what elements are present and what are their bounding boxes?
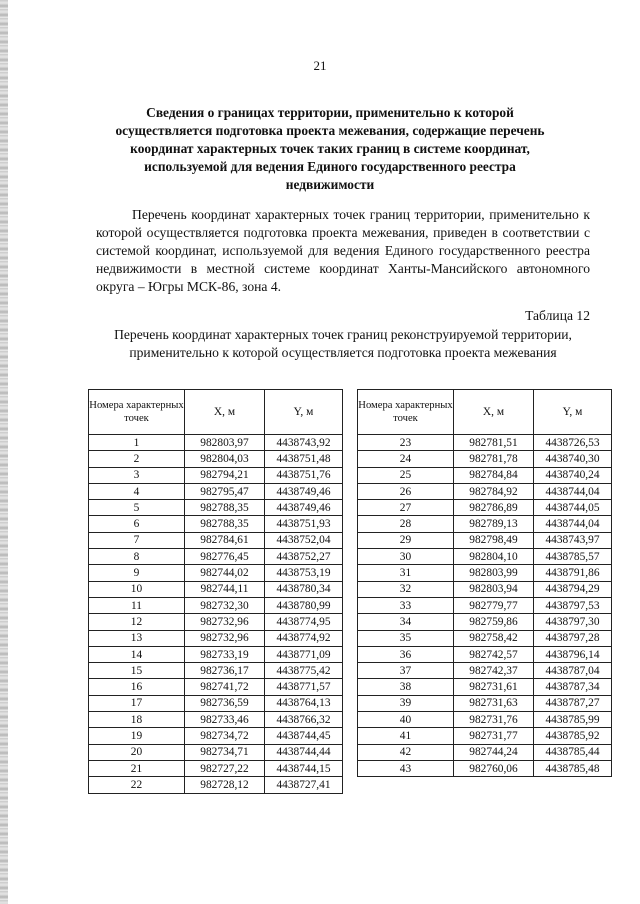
cell-point-number: 40 xyxy=(358,712,454,728)
cell-y: 4438744,44 xyxy=(265,744,343,760)
table-row xyxy=(358,483,612,499)
cell-y: 4438751,48 xyxy=(265,451,343,467)
cell-y: 4438749,46 xyxy=(265,500,343,516)
cell-y: 4438785,44 xyxy=(534,744,612,760)
cell-point-number: 19 xyxy=(89,728,185,744)
table-row xyxy=(89,516,343,532)
cell-x: 982776,45 xyxy=(185,549,265,565)
cell-x: 982732,96 xyxy=(185,614,265,630)
cell-y: 4438794,29 xyxy=(534,581,612,597)
table-row xyxy=(89,630,343,646)
cell-point-number: 36 xyxy=(358,646,454,662)
cell-point-number: 7 xyxy=(89,532,185,548)
table-row xyxy=(89,500,343,516)
table-row xyxy=(89,483,343,499)
cell-point-number: 29 xyxy=(358,532,454,548)
cell-y: 4438751,76 xyxy=(265,467,343,483)
cell-point-number: 39 xyxy=(358,695,454,711)
cell-point-number: 17 xyxy=(89,695,185,711)
table-row xyxy=(358,712,612,728)
cell-x: 982742,57 xyxy=(454,646,534,662)
cell-point-number: 41 xyxy=(358,728,454,744)
cell-x: 982794,21 xyxy=(185,467,265,483)
cell-x: 982742,37 xyxy=(454,663,534,679)
table-row xyxy=(358,679,612,695)
cell-x: 982741,72 xyxy=(185,679,265,695)
table-row xyxy=(89,549,343,565)
table-row xyxy=(358,500,612,516)
cell-point-number: 4 xyxy=(89,483,185,499)
cell-y: 4438785,57 xyxy=(534,549,612,565)
table-caption: Перечень координат характерных точек границ реконструируемой территории, применительно к которой осуществляется подготовка проекта межевания xyxy=(114,327,572,360)
header-x: X, м xyxy=(185,390,265,435)
cell-x: 982804,03 xyxy=(185,451,265,467)
cell-point-number: 31 xyxy=(358,565,454,581)
table-row xyxy=(358,581,612,597)
cell-y: 4438744,04 xyxy=(534,516,612,532)
cell-y: 4438751,93 xyxy=(265,516,343,532)
cell-x: 982732,96 xyxy=(185,630,265,646)
table-row xyxy=(89,565,343,581)
table-row xyxy=(358,744,612,760)
cell-x: 982744,24 xyxy=(454,744,534,760)
table-row xyxy=(358,728,612,744)
cell-y: 4438744,05 xyxy=(534,500,612,516)
table-row xyxy=(358,614,612,630)
table-row xyxy=(89,614,343,630)
cell-x: 982736,17 xyxy=(185,663,265,679)
cell-x: 982804,10 xyxy=(454,549,534,565)
table-row xyxy=(358,532,612,548)
cell-x: 982731,77 xyxy=(454,728,534,744)
table-row xyxy=(89,760,343,776)
cell-x: 982727,22 xyxy=(185,760,265,776)
cell-point-number: 25 xyxy=(358,467,454,483)
cell-point-number: 1 xyxy=(89,435,185,451)
cell-x: 982732,30 xyxy=(185,597,265,613)
cell-y: 4438775,42 xyxy=(265,663,343,679)
cell-y: 4438753,19 xyxy=(265,565,343,581)
cell-x: 982803,94 xyxy=(454,581,534,597)
table-row xyxy=(89,467,343,483)
cell-point-number: 34 xyxy=(358,614,454,630)
cell-point-number: 21 xyxy=(89,760,185,776)
cell-y: 4438797,53 xyxy=(534,597,612,613)
cell-point-number: 18 xyxy=(89,712,185,728)
cell-point-number: 28 xyxy=(358,516,454,532)
cell-x: 982789,13 xyxy=(454,516,534,532)
table-row xyxy=(89,679,343,695)
table-row xyxy=(89,663,343,679)
cell-x: 982803,99 xyxy=(454,565,534,581)
page-number: 21 xyxy=(313,58,327,73)
header-x: X, м xyxy=(454,390,534,435)
cell-y: 4438743,92 xyxy=(265,435,343,451)
table-header-row xyxy=(358,390,612,435)
table-row xyxy=(89,581,343,597)
coordinates-table-right xyxy=(357,389,612,777)
cell-x: 982781,78 xyxy=(454,451,534,467)
table-row xyxy=(358,451,612,467)
table-row xyxy=(358,695,612,711)
cell-y: 4438796,14 xyxy=(534,646,612,662)
cell-point-number: 11 xyxy=(89,597,185,613)
table-row xyxy=(358,549,612,565)
cell-x: 982731,76 xyxy=(454,712,534,728)
table-row xyxy=(89,597,343,613)
cell-x: 982760,06 xyxy=(454,760,534,776)
cell-point-number: 16 xyxy=(89,679,185,695)
cell-y: 4438766,32 xyxy=(265,712,343,728)
header-y: Y, м xyxy=(534,390,612,435)
cell-y: 4438797,30 xyxy=(534,614,612,630)
cell-x: 982734,71 xyxy=(185,744,265,760)
cell-y: 4438752,04 xyxy=(265,532,343,548)
cell-x: 982784,61 xyxy=(185,532,265,548)
cell-x: 982733,46 xyxy=(185,712,265,728)
cell-y: 4438791,86 xyxy=(534,565,612,581)
table-row xyxy=(89,744,343,760)
cell-y: 4438797,28 xyxy=(534,630,612,646)
cell-x: 982803,97 xyxy=(185,435,265,451)
cell-point-number: 14 xyxy=(89,646,185,662)
cell-point-number: 20 xyxy=(89,744,185,760)
cell-x: 982731,63 xyxy=(454,695,534,711)
cell-point-number: 26 xyxy=(358,483,454,499)
cell-y: 4438727,41 xyxy=(265,777,343,793)
cell-x: 982744,02 xyxy=(185,565,265,581)
document-title: Сведения о границах территории, применительно к которой осуществляется подготовка проекта межевания, содержащие перечень координат характерных точек таких границ в системе координат, используемой для ведения Единого государственного реестра недвижимости xyxy=(115,105,545,192)
table-row xyxy=(89,712,343,728)
table-row xyxy=(358,646,612,662)
cell-point-number: 9 xyxy=(89,565,185,581)
cell-point-number: 24 xyxy=(358,451,454,467)
header-y: Y, м xyxy=(265,390,343,435)
header-point-number: Номера характерных точек xyxy=(358,390,454,435)
cell-point-number: 30 xyxy=(358,549,454,565)
table-row xyxy=(89,728,343,744)
cell-y: 4438787,34 xyxy=(534,679,612,695)
cell-y: 4438771,09 xyxy=(265,646,343,662)
cell-point-number: 15 xyxy=(89,663,185,679)
cell-x: 982788,35 xyxy=(185,516,265,532)
cell-point-number: 8 xyxy=(89,549,185,565)
cell-y: 4438740,24 xyxy=(534,467,612,483)
table-number: Таблица 12 xyxy=(525,308,590,323)
cell-y: 4438787,04 xyxy=(534,663,612,679)
cell-x: 982784,92 xyxy=(454,483,534,499)
cell-point-number: 43 xyxy=(358,760,454,776)
cell-point-number: 13 xyxy=(89,630,185,646)
cell-x: 982784,84 xyxy=(454,467,534,483)
cell-y: 4438785,48 xyxy=(534,760,612,776)
table-row xyxy=(89,695,343,711)
cell-y: 4438774,95 xyxy=(265,614,343,630)
cell-x: 982736,59 xyxy=(185,695,265,711)
cell-x: 982728,12 xyxy=(185,777,265,793)
table-row xyxy=(89,435,343,451)
cell-point-number: 6 xyxy=(89,516,185,532)
cell-y: 4438787,27 xyxy=(534,695,612,711)
cell-x: 982786,89 xyxy=(454,500,534,516)
header-point-number: Номера характерных точек xyxy=(89,390,185,435)
cell-x: 982734,72 xyxy=(185,728,265,744)
cell-y: 4438785,99 xyxy=(534,712,612,728)
cell-y: 4438752,27 xyxy=(265,549,343,565)
cell-y: 4438726,53 xyxy=(534,435,612,451)
cell-y: 4438744,15 xyxy=(265,760,343,776)
cell-x: 982758,42 xyxy=(454,630,534,646)
cell-point-number: 3 xyxy=(89,467,185,483)
cell-point-number: 10 xyxy=(89,581,185,597)
cell-y: 4438744,45 xyxy=(265,728,343,744)
table-row xyxy=(358,467,612,483)
cell-x: 982731,61 xyxy=(454,679,534,695)
table-row xyxy=(358,630,612,646)
cell-x: 982795,47 xyxy=(185,483,265,499)
cell-y: 4438780,99 xyxy=(265,597,343,613)
cell-point-number: 33 xyxy=(358,597,454,613)
cell-point-number: 5 xyxy=(89,500,185,516)
table-header-row xyxy=(89,390,343,435)
coordinates-table-left xyxy=(88,389,343,794)
cell-y: 4438743,97 xyxy=(534,532,612,548)
cell-point-number: 35 xyxy=(358,630,454,646)
cell-x: 982759,86 xyxy=(454,614,534,630)
table-row xyxy=(89,646,343,662)
table-row xyxy=(358,663,612,679)
cell-point-number: 38 xyxy=(358,679,454,695)
table-row xyxy=(89,532,343,548)
cell-y: 4438749,46 xyxy=(265,483,343,499)
table-row xyxy=(89,451,343,467)
cell-point-number: 2 xyxy=(89,451,185,467)
cell-x: 982788,35 xyxy=(185,500,265,516)
cell-point-number: 23 xyxy=(358,435,454,451)
table-row xyxy=(358,760,612,776)
cell-point-number: 12 xyxy=(89,614,185,630)
table-row xyxy=(358,516,612,532)
table-row xyxy=(358,565,612,581)
cell-point-number: 32 xyxy=(358,581,454,597)
intro-paragraph: Перечень координат характерных точек границ территории, применительно к которой осуществляется подготовка проекта межевания, приведен в соответствии с системой координат, используемой для ведения Единого государственного реестра недвижимости в местной системе координат Ханты-Мансийского автономного округа – Югры МСК-86, зона 4. xyxy=(96,207,590,294)
cell-x: 982733,19 xyxy=(185,646,265,662)
cell-y: 4438764,13 xyxy=(265,695,343,711)
cell-y: 4438780,34 xyxy=(265,581,343,597)
table-row xyxy=(358,435,612,451)
cell-x: 982779,77 xyxy=(454,597,534,613)
cell-y: 4438744,04 xyxy=(534,483,612,499)
cell-point-number: 22 xyxy=(89,777,185,793)
cell-y: 4438785,92 xyxy=(534,728,612,744)
cell-y: 4438740,30 xyxy=(534,451,612,467)
cell-y: 4438774,92 xyxy=(265,630,343,646)
cell-point-number: 27 xyxy=(358,500,454,516)
table-row xyxy=(358,597,612,613)
cell-x: 982798,49 xyxy=(454,532,534,548)
cell-point-number: 42 xyxy=(358,744,454,760)
scan-edge-strip xyxy=(0,0,8,904)
table-row xyxy=(89,777,343,793)
cell-x: 982781,51 xyxy=(454,435,534,451)
cell-point-number: 37 xyxy=(358,663,454,679)
cell-x: 982744,11 xyxy=(185,581,265,597)
cell-y: 4438771,57 xyxy=(265,679,343,695)
